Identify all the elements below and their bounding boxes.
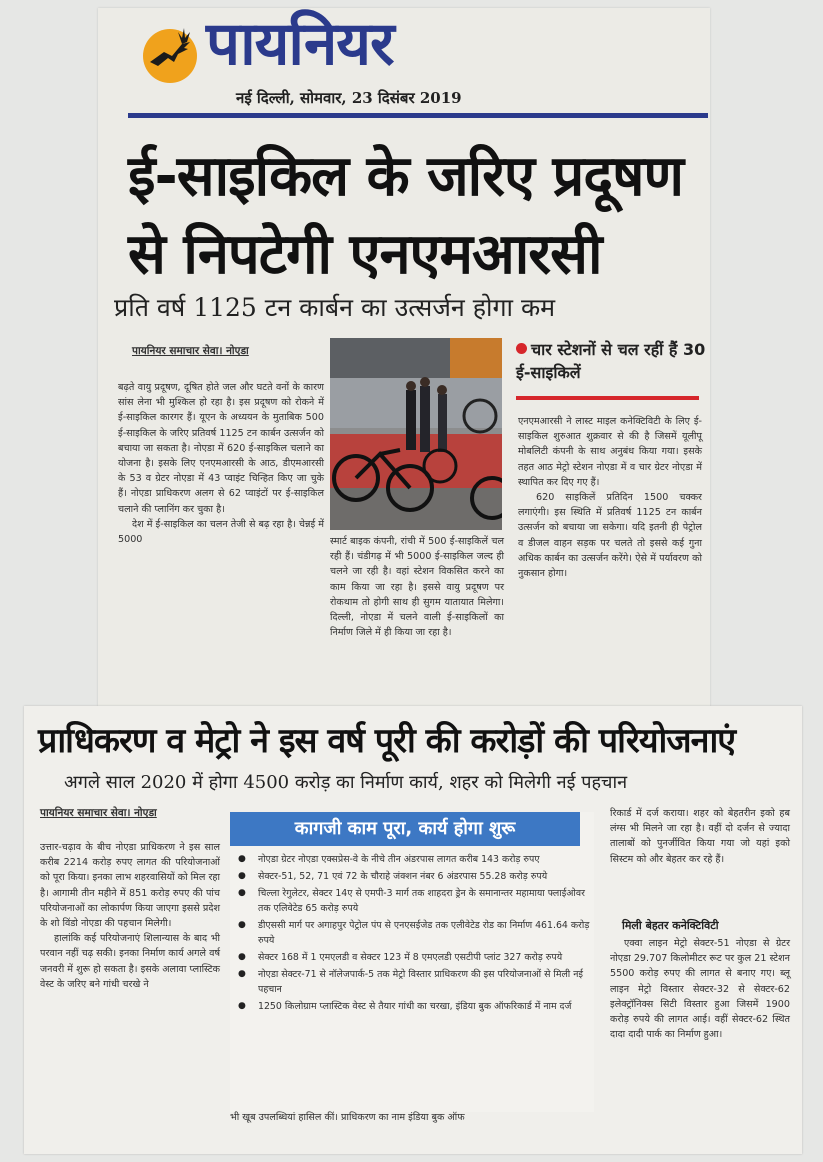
byline: पायनियर समाचार सेवा। नोएडा xyxy=(132,345,249,357)
paragraph: उत्तार-चढ़ाव के बीच नोएडा प्राधिकरण ने इस साल करीब 2214 करोड़ रुपए लागत की परियोजनाओं को पूरा किया। इनका लाभ शहरवासियों को मिल रहा है। आगामी तीन महीने में 851 करोड़ रुपए की पांच परियोजनाओं का लोकार्पण किया जाएगा इससे प्रदेश के शो विंडो नोएडा की पहचान मिलेगी। xyxy=(40,842,220,930)
article-column-1 xyxy=(118,380,324,547)
box-title: कागजी काम पूरा, कार्य होगा शुरू xyxy=(230,812,580,846)
list-item: ● सेक्टर 168 में 1 एमएलडी व सेक्टर 123 में 8 एमएलडी एसटीपी प्लांट 327 करोड़ रुपये xyxy=(236,950,592,965)
continued-line: भी खूब उपलब्धियां हासिल कीं। प्राधिकरण का नाम इंडिया बुक ऑफ xyxy=(230,1112,465,1123)
dateline: नई दिल्ली, सोमवार, 23 दिसंबर 2019 xyxy=(236,89,462,107)
red-bullet-icon xyxy=(516,343,527,354)
deer-logo-icon xyxy=(138,22,202,86)
side-headline xyxy=(516,338,706,384)
article-column-2 xyxy=(330,534,504,640)
article-column-3 xyxy=(610,806,790,867)
subheadline: प्रति वर्ष 1125 टन कार्बन का उत्सर्जन होगा कम xyxy=(114,293,556,322)
paragraph: 620 साइकिलें प्रतिदिन 1500 चक्कर लगाएंगी। इस स्थिति में प्रतिवर्ष 1125 टन कार्बन उत्सर्जन को बचाया जा सकेगा। यदि इतनी ही पेट्रोल व डीजल वाहन सड़क पर चलते तो इससे कई गुना अधिक कार्बन का उत्सर्जन करेंगे। ऐसे में पर्यावरण को नुकसान होगा। xyxy=(518,492,702,580)
headline-line-1: ई-साइकिल के जरिए प्रदूषण xyxy=(128,144,683,209)
paragraph: रिकार्ड में दर्ज कराया। शहर को बेहतरीन इको हब लंग्स भी मिलने जा रहा है। वहीं दो दर्जन से ज्यादा तालाबों को पुनर्जीवित किया गया जो यहां इको सिस्टम को और बेहतर कर रहे हैं। xyxy=(610,808,790,865)
paragraph: स्मार्ट बाइक कंपनी, रांची में 500 ई-साइकिलें चल रही हैं। चंडीगढ़ में भी 5000 ई-साइकिल जल्द ही चलने जा रही है। वहां स्टेशन विकसित करने का काम किया जा रहा है। इससे वायु प्रदूषण पर रोकथाम तो होगी साथ ही सुगम यातायात मिलेगा। दिल्ली, नोएडा में चलने वाली ई-साइकिलों का निर्माण जिले में ही किया जा रहा है। xyxy=(330,536,504,639)
paragraph: हालांकि कई परियोजनाएं शिलान्यास के बाद भी परवान नहीं चढ़ सकी। इनका निर्माण कार्य अगले वर्ष जनवरी में शुरू हो सकता है। इसके अलावा प्लास्टिक वेस्ट के जरिए बने गांधी चरखे ने xyxy=(40,933,220,990)
list-item: ● सेक्टर-51, 52, 71 एवं 72 के चौराहे जंक्शन नंबर 6 अंडरपास 55.28 करोड़ रुपये xyxy=(236,869,592,884)
headline-line-2: से निपटेगी एनएमआरसी xyxy=(128,222,602,287)
news-photo-ecycles xyxy=(330,338,502,530)
projects-box xyxy=(230,812,594,1112)
article-column-3 xyxy=(518,414,702,581)
list-item: ● चिल्ला रेगुलेटर, सेक्टर 14ए से एमपी-3 मार्ग तक शाहदरा ड्रेन के समानान्तर महामाया फ्लाईओवर तक एलिवेटेड 65 करोड़ रुपये xyxy=(236,886,592,916)
paragraph: देश में ई-साइकिल का चलन तेजी से बढ़ रहा है। चेन्नई में 5000 xyxy=(118,518,324,546)
list-item: ● डीएससी मार्ग पर अगाहपुर पेट्रोल पंप से एनएसईजेड तक एलीवेटेड रोड का निर्माण 461.64 करोड़ रुपये xyxy=(236,918,592,948)
list-item: ● नोएडा सेक्टर-71 से नॉलेजपार्क-5 तक मेट्रो विस्तार प्राधिकरण की इस परियोजनाओं से मिली नई पहचान xyxy=(236,967,592,997)
side-headline-text: चार स्टेशनों से चल रहीं हैं 30 ई-साइकिलें xyxy=(516,340,706,382)
byline: पायनियर समाचार सेवा। नोएडा xyxy=(40,807,157,819)
subheadline: अगले साल 2020 में होगा 4500 करोड़ का निर्माण कार्य, शहर को मिलेगी नई पहचान xyxy=(64,772,628,793)
section-subhead: मिली बेहतर कनेक्टिविटी xyxy=(622,919,719,932)
headline: प्राधिकरण व मेट्रो ने इस वर्ष पूरी की करोड़ों की परियोजनाएं xyxy=(38,721,736,761)
paragraph: एक्वा लाइन मेट्रो सेक्टर-51 नोएडा से ग्रेटर नोएडा 29.707 किलोमीटर रूट पर कुल 21 स्टेशन 5500 करोड़ रुपए की लागत से बनाए गए। ब्लू लाइन मेट्रो विस्तार सेक्टर-32 से सेक्टर-62 इलेक्ट्रॉनिक्स सिटी विस्तार हुआ जिसमें 1900 करोड़ रुपये की लागत आई। वहीं सेक्टर-62 स्थित दादा दादी पार्क का निर्माण हुआ। xyxy=(610,938,790,1041)
article-column-3b xyxy=(610,936,790,1042)
list-item: ● 1250 किलोग्राम प्लास्टिक वेस्ट से तैयार गांधी का चरखा, इंडिया बुक ऑफरिकार्ड में नाम दर्ज xyxy=(236,999,592,1014)
paragraph: एनएमआरसी ने लास्ट माइल कनेक्टिविटी के लिए ई-साइकिल शुरुआत शुक्रवार से की है जिसमें यूलीपू मोबलिटी कंपनी के साथ अनुबंध किया गया। इसके तहत आठ मेट्रो स्टेशन नोएडा में व चार ग्रेटर नोएडा में स्थापित कर दिए गए हैं। xyxy=(518,416,702,488)
paragraph: बढ़ते वायु प्रदूषण, दूषित होते जल और घटते वनों के कारण सांस लेना भी मुश्किल हो रहा है। इस प्रदूषण को रोकने में ई-साइकिल कारगर हैं। यूएन के अध्ययन के मुताबिक 500 ई-साइकिल के जरिए प्रतिवर्ष 1125 टन कार्बन उत्सर्जन को बचाया जा सकता है। नोएडा में 620 ई-साइकिल चलाने का योजना है। इसके लिए एनएमआरसी के आठ, डीएमआरसी के 53 व ग्रेटर नोएडा में 43 प्वाइंट चिन्हित किए जा चुके हैं। नोएडा प्राधिकरण अलग से 62 प्वाइंटों पर ई-साइकिल चलाने की प्लानिंग कर चुका है। xyxy=(118,382,324,515)
projects-list xyxy=(236,852,592,1016)
masthead-title: पायनियर xyxy=(206,9,394,79)
side-headline-rule xyxy=(516,396,699,400)
article-column-1 xyxy=(40,840,220,992)
list-item: ● नोएडा ग्रेटर नोएडा एक्सप्रेस-वे के नीचे तीन अंडरपास लागत करीब 143 करोड़ रुपए xyxy=(236,852,592,867)
masthead-rule xyxy=(128,113,708,118)
clipping-projects xyxy=(24,706,802,1154)
clipping-ecycle xyxy=(98,8,710,706)
